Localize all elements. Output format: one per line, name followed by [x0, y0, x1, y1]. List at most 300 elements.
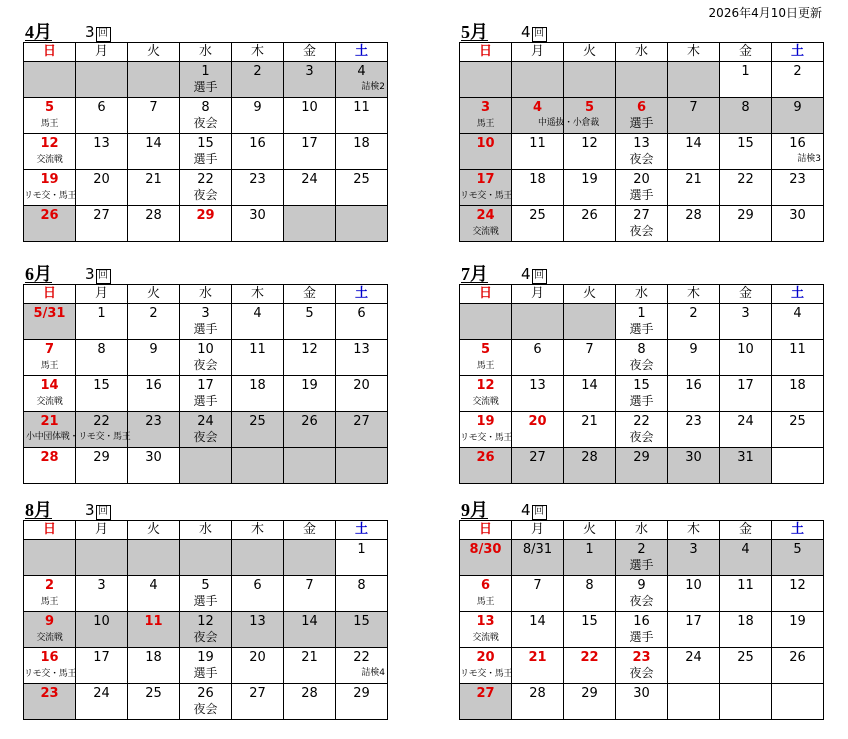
day-cell [76, 98, 128, 134]
week-row [24, 412, 388, 448]
weekday-header: 火 [128, 285, 180, 304]
day-cell [772, 340, 824, 376]
weekday-header: 水 [180, 285, 232, 304]
day-cell [772, 304, 824, 340]
day-cell [616, 648, 668, 684]
day-number: 5 [201, 578, 210, 593]
day-number [284, 540, 335, 541]
weekday-header: 水 [180, 521, 232, 540]
week-row [24, 98, 388, 134]
sunday-cell [460, 576, 512, 612]
event-label: リモ交・馬王 [24, 191, 77, 201]
day-number [564, 62, 615, 63]
day-cell [76, 376, 128, 412]
sunday-cell [460, 412, 512, 448]
day-cell [128, 98, 180, 134]
day-cell [668, 206, 720, 242]
day-number: 28 [301, 686, 318, 701]
day-number [180, 448, 231, 449]
day-number [128, 62, 179, 63]
day-number [564, 304, 615, 305]
day-number: 8/30 [469, 542, 502, 557]
day-cell [720, 448, 772, 484]
day-cell [232, 98, 284, 134]
day-cell [616, 134, 668, 170]
day-number: 4 [741, 542, 750, 557]
day-cell [336, 648, 388, 684]
day-cell [180, 98, 232, 134]
day-cell [180, 612, 232, 648]
day-cell [616, 98, 668, 134]
day-cell [128, 648, 180, 684]
day-cell [232, 684, 284, 720]
day-number: 30 [633, 686, 650, 701]
day-number: 6 [253, 578, 262, 593]
day-cell [668, 304, 720, 340]
session-count-number: 4 [521, 23, 531, 41]
day-number: 20 [249, 650, 266, 665]
day-number: 2 [637, 542, 646, 557]
day-number: 11 [249, 342, 266, 357]
weekday-header: 金 [284, 285, 336, 304]
day-number: 12 [476, 378, 495, 393]
day-cell [564, 684, 616, 720]
day-number: 6 [357, 306, 366, 321]
weekday-header: 日 [460, 521, 512, 540]
day-number: 13 [353, 342, 370, 357]
day-number: 17 [685, 614, 702, 629]
day-number [128, 540, 179, 541]
day-number: 4 [149, 578, 158, 593]
month-august [23, 500, 389, 720]
event-span [24, 430, 131, 444]
day-number: 19 [581, 172, 598, 187]
day-number: 6 [97, 100, 106, 115]
day-cell [512, 540, 564, 576]
week-row [460, 340, 824, 376]
day-number: 18 [353, 136, 370, 151]
day-number: 9 [793, 100, 802, 115]
day-number: 12 [301, 342, 318, 357]
day-cell [76, 340, 128, 376]
weekday-header: 水 [616, 43, 668, 62]
day-cell [180, 340, 232, 376]
day-number: 8 [741, 100, 750, 115]
weekday-header: 日 [460, 43, 512, 62]
day-number: 23 [632, 650, 651, 665]
event-label: 夜会 [193, 116, 218, 130]
day-cell [128, 134, 180, 170]
day-cell [336, 412, 388, 448]
sunday-cell [24, 684, 76, 720]
day-number: 29 [353, 686, 370, 701]
day-cell [232, 648, 284, 684]
day-number: 3 [97, 578, 106, 593]
day-cell [512, 412, 564, 448]
day-cell [616, 62, 668, 98]
event-label: 交流戦 [472, 227, 499, 237]
session-count-number: 3 [85, 265, 95, 283]
day-number: 14 [145, 136, 162, 151]
day-number: 17 [197, 378, 214, 393]
day-number: 10 [685, 578, 702, 593]
day-cell [180, 684, 232, 720]
day-cell [564, 206, 616, 242]
weekday-header: 金 [284, 43, 336, 62]
day-cell [616, 684, 668, 720]
week-row [24, 134, 388, 170]
event-label: 選手 [629, 188, 654, 202]
day-cell [512, 648, 564, 684]
weekday-header: 土 [336, 521, 388, 540]
day-number: 11 [144, 614, 163, 629]
week-row [460, 98, 824, 134]
day-number: 27 [249, 686, 266, 701]
day-cell [564, 540, 616, 576]
day-number: 21 [581, 414, 598, 429]
day-number: 30 [145, 450, 162, 465]
day-cell [564, 448, 616, 484]
day-number: 17 [737, 378, 754, 393]
event-label: 選手 [193, 394, 218, 408]
day-cell [232, 412, 284, 448]
day-number [180, 540, 231, 541]
session-count [521, 265, 547, 284]
day-cell [128, 576, 180, 612]
event-label: 選手 [629, 322, 654, 336]
day-number [24, 62, 75, 63]
day-cell [564, 304, 616, 340]
day-cell [284, 304, 336, 340]
day-cell [232, 304, 284, 340]
weekday-header: 木 [232, 285, 284, 304]
day-number: 18 [789, 378, 806, 393]
day-number: 28 [581, 450, 598, 465]
day-cell [180, 62, 232, 98]
day-cell [616, 612, 668, 648]
day-number: 7 [533, 578, 542, 593]
week-row [24, 648, 388, 684]
day-number: 29 [581, 686, 598, 701]
day-number: 25 [789, 414, 806, 429]
day-cell [564, 134, 616, 170]
sunday-cell [24, 376, 76, 412]
event-label: 選手 [629, 558, 654, 572]
day-number: 24 [737, 414, 754, 429]
sunday-cell [24, 576, 76, 612]
day-cell [720, 206, 772, 242]
day-cell [76, 576, 128, 612]
day-number: 26 [581, 208, 598, 223]
day-cell [668, 648, 720, 684]
day-number: 26 [40, 208, 59, 223]
day-cell [232, 340, 284, 376]
day-number: 22 [633, 414, 650, 429]
day-cell [128, 540, 180, 576]
day-number: 25 [145, 686, 162, 701]
day-number: 31 [737, 450, 754, 465]
weekday-header: 土 [336, 285, 388, 304]
weekday-header: 金 [720, 43, 772, 62]
day-number: 15 [633, 378, 650, 393]
day-number: 12 [40, 136, 59, 151]
day-cell [232, 612, 284, 648]
day-number: 16 [685, 378, 702, 393]
sunday-cell [460, 448, 512, 484]
day-number: 18 [145, 650, 162, 665]
day-number: 9 [253, 100, 262, 115]
day-number: 10 [197, 342, 214, 357]
weekday-header: 火 [564, 43, 616, 62]
weekday-header: 金 [720, 521, 772, 540]
day-cell [76, 612, 128, 648]
day-number: 6 [636, 100, 647, 115]
day-cell [128, 206, 180, 242]
day-number: 9 [689, 342, 698, 357]
day-number: 4 [532, 100, 543, 115]
day-number: 16 [145, 378, 162, 393]
sunday-cell [24, 98, 76, 134]
session-count-suffix: 回 [532, 269, 547, 284]
session-count [521, 23, 547, 42]
weekday-header: 日 [24, 285, 76, 304]
day-cell [180, 412, 232, 448]
day-number: 11 [353, 100, 370, 115]
day-number: 3 [480, 100, 491, 115]
day-cell [668, 340, 720, 376]
day-cell [616, 206, 668, 242]
day-cell [616, 340, 668, 376]
month-header [23, 264, 389, 284]
event-label: 夜会 [629, 224, 654, 238]
day-cell [284, 412, 336, 448]
day-cell [512, 448, 564, 484]
day-number: 21 [145, 172, 162, 187]
day-cell [336, 340, 388, 376]
day-cell [720, 170, 772, 206]
day-cell [564, 648, 616, 684]
day-number: 21 [40, 414, 59, 429]
weekday-header: 土 [336, 43, 388, 62]
weekday-header-row [24, 521, 388, 540]
day-number: 27 [633, 208, 650, 223]
week-row [24, 170, 388, 206]
weekday-header: 日 [24, 43, 76, 62]
day-cell [564, 376, 616, 412]
event-label: 詰検4 [361, 668, 385, 678]
day-cell [512, 206, 564, 242]
day-number: 14 [581, 378, 598, 393]
day-cell [538, 98, 616, 134]
day-number: 18 [529, 172, 546, 187]
day-cell [336, 576, 388, 612]
weekday-header-row [460, 521, 824, 540]
day-number: 25 [737, 650, 754, 665]
day-cell [512, 134, 564, 170]
event-label: リモ交・馬王 [460, 433, 513, 443]
day-cell [336, 684, 388, 720]
calendar-grid [459, 42, 824, 242]
week-row [460, 612, 824, 648]
day-cell [772, 684, 824, 720]
event-label: 選手 [193, 322, 218, 336]
day-cell [128, 170, 180, 206]
week-row [24, 540, 388, 576]
day-number: 3 [741, 306, 750, 321]
day-cell [720, 540, 772, 576]
week-row [24, 448, 388, 484]
event-label: 中遥抜・小倉裁 [538, 118, 599, 128]
day-cell [512, 62, 564, 98]
sunday-cell [24, 206, 76, 242]
day-number [284, 448, 335, 449]
day-cell [512, 612, 564, 648]
day-number: 20 [353, 378, 370, 393]
sunday-cell [460, 376, 512, 412]
sunday-cell [460, 170, 512, 206]
session-count-suffix: 回 [532, 27, 547, 42]
day-cell [336, 134, 388, 170]
event-label: リモ交・馬王 [460, 191, 513, 201]
day-number: 28 [529, 686, 546, 701]
weekday-header-row [460, 285, 824, 304]
day-number: 7 [305, 578, 314, 593]
day-cell [772, 576, 824, 612]
weekday-header: 金 [284, 521, 336, 540]
day-number: 14 [529, 614, 546, 629]
day-cell [512, 170, 564, 206]
event-label: 夜会 [629, 666, 654, 680]
weekday-header: 月 [512, 43, 564, 62]
weekday-header: 水 [616, 285, 668, 304]
day-number [76, 540, 127, 541]
week-row [460, 448, 824, 484]
day-number [24, 540, 75, 541]
day-number: 10 [93, 614, 110, 629]
day-cell [336, 540, 388, 576]
day-cell [616, 170, 668, 206]
calendar-grid [23, 520, 388, 720]
day-number: 19 [197, 650, 214, 665]
day-cell [772, 412, 824, 448]
day-number: 27 [93, 208, 110, 223]
day-cell [284, 576, 336, 612]
day-number: 19 [789, 614, 806, 629]
day-cell [128, 304, 180, 340]
day-number: 4 [357, 64, 366, 79]
event-label: 選手 [629, 394, 654, 408]
day-number: 20 [93, 172, 110, 187]
day-number: 20 [476, 650, 495, 665]
day-cell [128, 376, 180, 412]
weekday-header: 日 [24, 521, 76, 540]
sunday-cell [24, 134, 76, 170]
weekday-header-row [460, 43, 824, 62]
day-cell [564, 412, 616, 448]
day-cell [232, 540, 284, 576]
calendar-grid [23, 42, 388, 242]
event-label: 選手 [193, 666, 218, 680]
session-count [521, 501, 547, 520]
day-cell [76, 684, 128, 720]
event-label: リモ交・馬王 [460, 669, 513, 679]
day-number: 19 [476, 414, 495, 429]
event-label: 夜会 [629, 430, 654, 444]
day-number: 16 [40, 650, 59, 665]
day-number [336, 448, 387, 449]
day-cell [616, 576, 668, 612]
month-title: 8月 [25, 500, 52, 520]
week-row [460, 170, 824, 206]
month-june [23, 264, 389, 484]
sunday-cell [460, 540, 512, 576]
weekday-header: 火 [128, 521, 180, 540]
event-label: 交流戦 [36, 633, 63, 643]
day-cell [720, 62, 772, 98]
day-cell [668, 576, 720, 612]
day-number: 5 [480, 342, 491, 357]
week-row [24, 576, 388, 612]
event-label: 夜会 [193, 630, 218, 644]
month-header [459, 22, 825, 42]
sunday-cell [24, 62, 76, 98]
month-title: 6月 [25, 264, 52, 284]
weekday-header-row [24, 285, 388, 304]
day-number: 14 [685, 136, 702, 151]
day-number: 30 [249, 208, 266, 223]
event-label: 小中団体戦・リモ交・馬王 [26, 432, 131, 442]
day-cell [284, 540, 336, 576]
day-number: 19 [301, 378, 318, 393]
weekday-header: 木 [668, 43, 720, 62]
day-cell [232, 134, 284, 170]
day-cell [772, 376, 824, 412]
day-number: 3 [201, 306, 210, 321]
weekday-header: 水 [180, 43, 232, 62]
day-cell [720, 304, 772, 340]
weekday-header: 木 [668, 285, 720, 304]
day-cell [512, 340, 564, 376]
sunday-cell [24, 612, 76, 648]
day-number: 8 [97, 342, 106, 357]
day-number: 4 [253, 306, 262, 321]
day-cell [564, 612, 616, 648]
week-row [24, 206, 388, 242]
week-row [460, 412, 824, 448]
day-number: 27 [353, 414, 370, 429]
event-label: 馬王 [476, 597, 495, 607]
month-title: 7月 [461, 264, 488, 284]
day-number: 10 [476, 136, 495, 151]
day-cell [180, 304, 232, 340]
day-number: 16 [633, 614, 650, 629]
day-cell [668, 62, 720, 98]
day-number: 7 [689, 100, 698, 115]
day-number: 7 [585, 342, 594, 357]
day-cell [616, 304, 668, 340]
day-number: 18 [737, 614, 754, 629]
month-september [459, 500, 825, 720]
day-number [460, 304, 511, 305]
day-number [232, 540, 283, 541]
event-label: 詰検3 [797, 154, 821, 164]
day-number: 14 [40, 378, 59, 393]
weekday-header: 金 [720, 285, 772, 304]
day-number: 24 [685, 650, 702, 665]
weekday-header: 月 [76, 43, 128, 62]
event-label: リモ交・馬王 [24, 669, 77, 679]
weekday-header: 土 [772, 43, 824, 62]
